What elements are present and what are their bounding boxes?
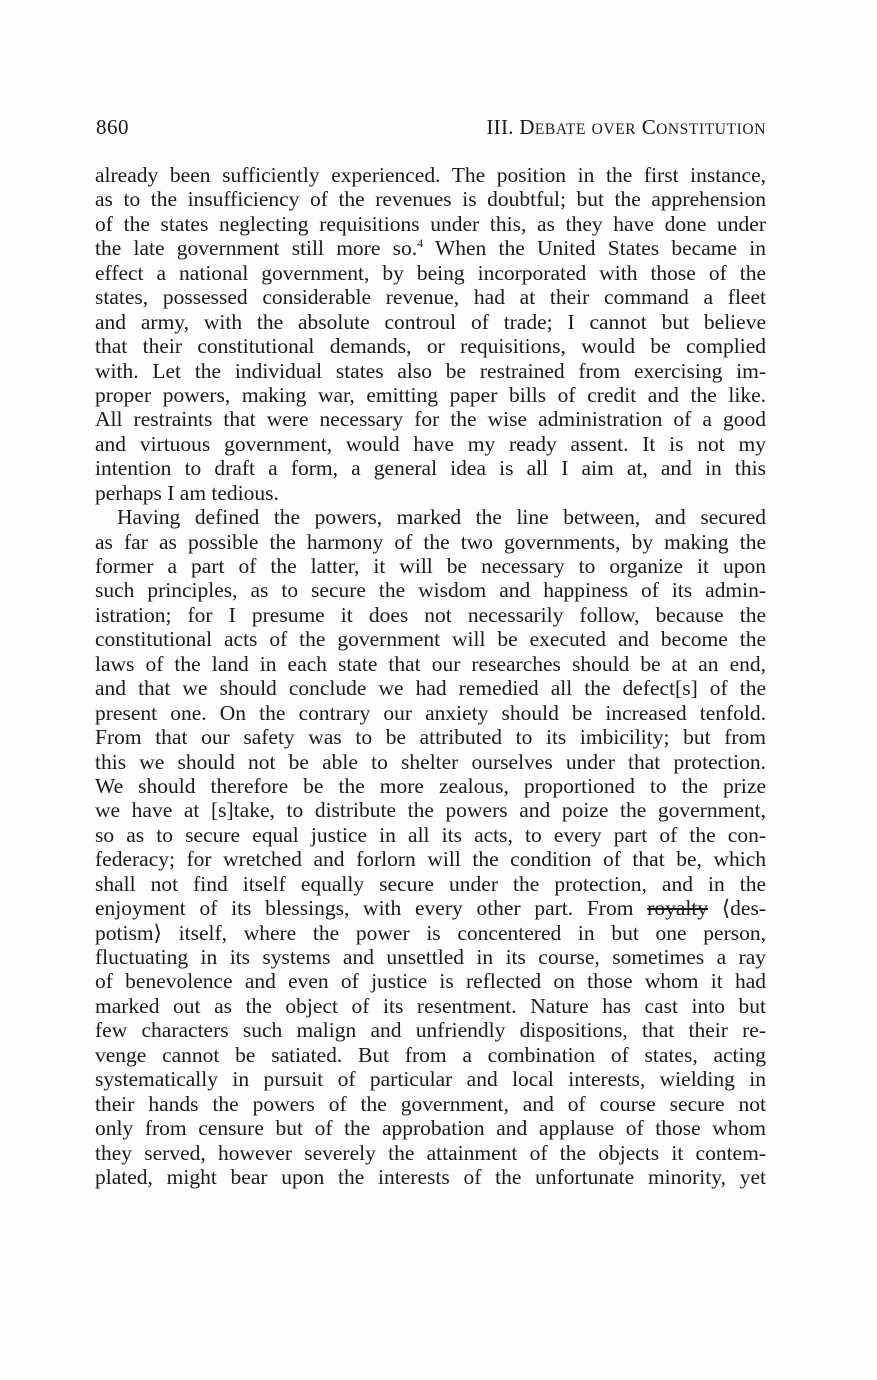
text-line: All restraints that were necessary for the wise administration of a good xyxy=(95,407,766,432)
text-line: only from censure but of the approbation and applause of those whom xyxy=(95,1116,766,1141)
text-line: former a part of the latter, it will be necessary to organize it upon xyxy=(95,554,766,578)
text-line: plated, might bear upon the interests of the unfortunate minority, yet xyxy=(95,1164,766,1189)
section-word: CONSTITUTION xyxy=(641,115,766,139)
body-text xyxy=(95,163,766,1189)
text-line: we have at [s]take, to distribute the powers and poize the government, xyxy=(95,798,766,823)
text-line: and that we should conclude we had remedied all the defect[s] of the xyxy=(95,676,766,701)
text-line: and virtuous government, would have my ready assent. It is not my xyxy=(95,431,766,456)
text-line: intention to draft a form, a general idea is all I aim at, and in this xyxy=(95,456,766,481)
footnote-marker: 4 xyxy=(417,236,424,251)
text-line: federacy; for wretched and forlorn will the condition of that be, which xyxy=(95,847,766,872)
text-line: already been sufficiently experienced. The position in the first instance, xyxy=(95,163,766,187)
text-line: this we should not be able to shelter ourselves under that protection. xyxy=(95,749,766,774)
text-line: Having defined the powers, marked the line between, and secured xyxy=(117,505,766,530)
text-line: such principles, as to secure the wisdom and happiness of its admin- xyxy=(95,578,766,603)
text-line: as far as possible the harmony of the two governments, by making the xyxy=(95,529,766,554)
text-line: present one. On the contrary our anxiety should be increased tenfold. xyxy=(95,700,766,725)
text-line: systematically in pursuit of particular and local interests, wielding in xyxy=(95,1067,766,1092)
text-line: of the states neglecting requisitions under this, as they have done under xyxy=(95,211,766,236)
text-line: of benevolence and even of justice is reflected on those whom it had xyxy=(95,969,766,994)
section-title xyxy=(486,112,766,145)
section-word: OVER xyxy=(591,121,637,138)
paragraph-2 xyxy=(95,505,766,1189)
text-line: constitutional acts of the government will be executed and become the xyxy=(95,627,766,652)
text-line: laws of the land in each state that our researches should be at an end, xyxy=(95,651,766,676)
text-line: shall not find itself equally secure under the protection, and in the xyxy=(95,871,766,896)
text-line: fluctuating in its systems and unsettled in its course, sometimes a ray xyxy=(95,945,766,969)
text-line: From that our safety was to be attributed to its imbicility; but from xyxy=(95,725,766,750)
running-head xyxy=(96,112,766,142)
paragraph-1 xyxy=(95,163,766,505)
section-numeral: III. xyxy=(486,115,514,139)
struck-word: royalty xyxy=(647,896,709,921)
text-line: venge cannot be satiated. But from a combination of states, acting xyxy=(95,1042,766,1067)
text-line: effect a national government, by being incorporated with those of the xyxy=(95,260,766,285)
text-line: states, possessed considerable revenue, had at their command a fleet xyxy=(95,285,766,310)
text-line: potism⟩ itself, where the power is concentered in but one person, xyxy=(95,920,766,945)
text-line: perhaps I am tedious. xyxy=(95,480,279,505)
text-line: so as to secure equal justice in all its acts, to every part of the con- xyxy=(95,822,766,847)
text-line: marked out as the object of its resentment. Nature has cast into but xyxy=(95,993,766,1018)
section-word: DEBATE xyxy=(519,115,587,139)
text-line: that their constitutional demands, or requisitions, would be complied xyxy=(95,334,766,359)
text-line: and army, with the absolute controul of trade; I cannot but believe xyxy=(95,309,766,334)
text-line: proper powers, making war, emitting paper bills of credit and the like. xyxy=(95,382,766,407)
text-line: with. Let the individual states also be restrained from exercising im- xyxy=(95,358,766,383)
text-line: few characters such malign and unfriendly dispositions, that their re- xyxy=(95,1018,766,1043)
text-line: enjoyment of its blessings, with every other part. From royalty ⟨des- xyxy=(95,896,766,921)
text-line: their hands the powers of the government, and of course secure not xyxy=(95,1091,766,1116)
text-line: as to the insufficiency of the revenues is doubtful; but the apprehension xyxy=(95,187,766,212)
text-line: We should therefore be the more zealous, proportioned to the prize xyxy=(95,773,766,798)
text-line: the late government still more so.$^4$ When the United States became in xyxy=(95,236,766,261)
text-line: istration; for I presume it does not necessarily follow, because the xyxy=(95,602,766,627)
text-line: they served, however severely the attainment of the objects it contem- xyxy=(95,1140,766,1165)
page-number: 860 xyxy=(96,115,129,139)
